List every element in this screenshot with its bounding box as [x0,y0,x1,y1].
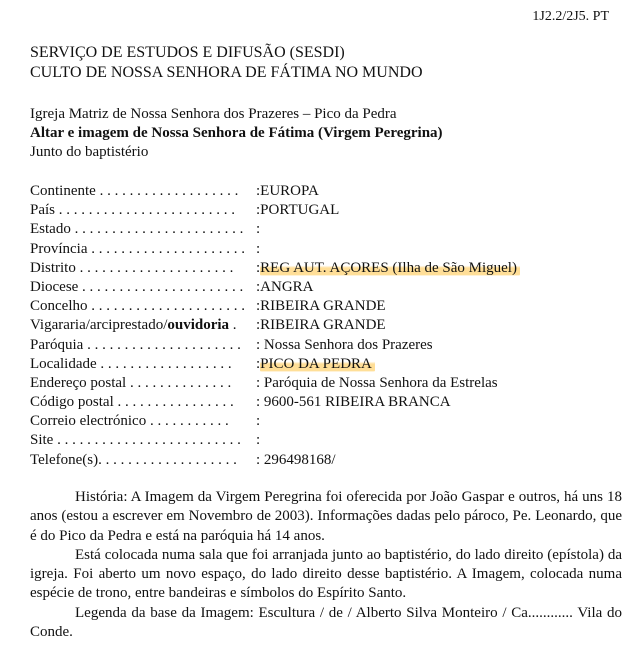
field-value: :REG AUT. AÇORES (Ilha de São Miguel) [256,259,520,278]
field-label: Localidade . . . . . . . . . . . . . . . . . . [30,355,232,372]
field-value: :RIBEIRA GRANDE [256,298,386,315]
header-line-1: SERVIÇO DE ESTUDOS E DIFUSÃO (SESDI) [30,44,345,61]
field-label: Site . . . . . . . . . . . . . . . . . . . . . . . . . [30,432,241,449]
field-label: Endereço postal . . . . . . . . . . . . . . [30,374,232,391]
field-label: Continente . . . . . . . . . . . . . . . . . . . [30,183,239,199]
field-label: Província . . . . . . . . . . . . . . . . . . . . . [30,240,245,257]
history-paragraph-1: História: A Imagem da Virgem Peregrina foi oferecida por João Gaspar e outros, há uns 18 anos (estou a escrever em Novembro de 2003). Informações dadas pelo pároco, Pe. Leonardo, que é do Pico da Pedra e está na paróquia há 14 anos. [30,489,622,544]
history-paragraph-3: Legenda da base da Imagem: Escultura / de / Alberto Silva Monteiro / Ca............ Vila do Conde. [30,604,622,641]
field-value: :PORTUGAL [256,202,340,219]
field-label: Vigararia/arciprestado/ouvidoria . [30,317,237,334]
field-value: : [256,413,261,430]
field-label: País . . . . . . . . . . . . . . . . . . . . . . . . [30,202,236,219]
history-paragraph-2: Está colocada numa sala que foi arranjada junto ao baptistério, do lado direito (epístola) da igreja. Foi aberto um novo espaço, do lado direito desse baptistério. A Imagem, colocada numa espécie de trono, entre bandeiras e símbolos do Espírito Santo. [30,546,622,602]
field-value: : Nossa Senhora dos Prazeres [256,336,433,353]
history-text [30,488,622,642]
field-label: Estado . . . . . . . . . . . . . . . . . . . . . . . [30,221,244,238]
highlighted-value: PICO DA PEDRA [260,356,375,372]
church-name: Igreja Matriz de Nossa Senhora dos Prazeres – Pico da Pedra [30,106,397,122]
document-header [30,43,423,83]
field-value: :RIBEIRA GRANDE [256,317,386,334]
field-label: Telefone(s). . . . . . . . . . . . . . . . . . . [30,451,237,468]
field-value: : [256,240,261,257]
field-value: :PICO DA PEDRA [256,355,375,374]
field-label: Paróquia . . . . . . . . . . . . . . . . . . . . . [30,336,241,353]
field-value: : [256,432,261,449]
church-location: Junto do baptistério [30,144,149,160]
field-value: : 296498168/ [256,451,336,468]
church-title: Altar e imagem de Nossa Senhora de Fátima (Virgem Peregrina) [30,125,443,141]
field-value: : Paróquia de Nossa Senhora da Estrelas [256,374,498,391]
field-value: : 9600-561 RIBEIRA BRANCA [256,394,451,411]
highlighted-value: REG AUT. AÇORES (Ilha de São Miguel) [260,260,520,276]
field-label: Concelho . . . . . . . . . . . . . . . . . . . . . [30,298,245,315]
field-label: Código postal . . . . . . . . . . . . . . . . [30,394,234,411]
field-value: :EUROPA [256,183,319,199]
church-block [30,105,443,162]
document-reference: 1J2.2/2J5. PT [532,9,609,24]
field-label: Diocese . . . . . . . . . . . . . . . . . . . . . . [30,278,244,295]
field-label: Distrito . . . . . . . . . . . . . . . . . . . . . [30,259,234,276]
header-line-2: CULTO DE NOSSA SENHORA DE FÁTIMA NO MUNDO [30,64,423,81]
field-value: :ANGRA [256,278,314,295]
field-label: Correio electrónico . . . . . . . . . . . [30,413,229,430]
field-value: : [256,221,261,238]
